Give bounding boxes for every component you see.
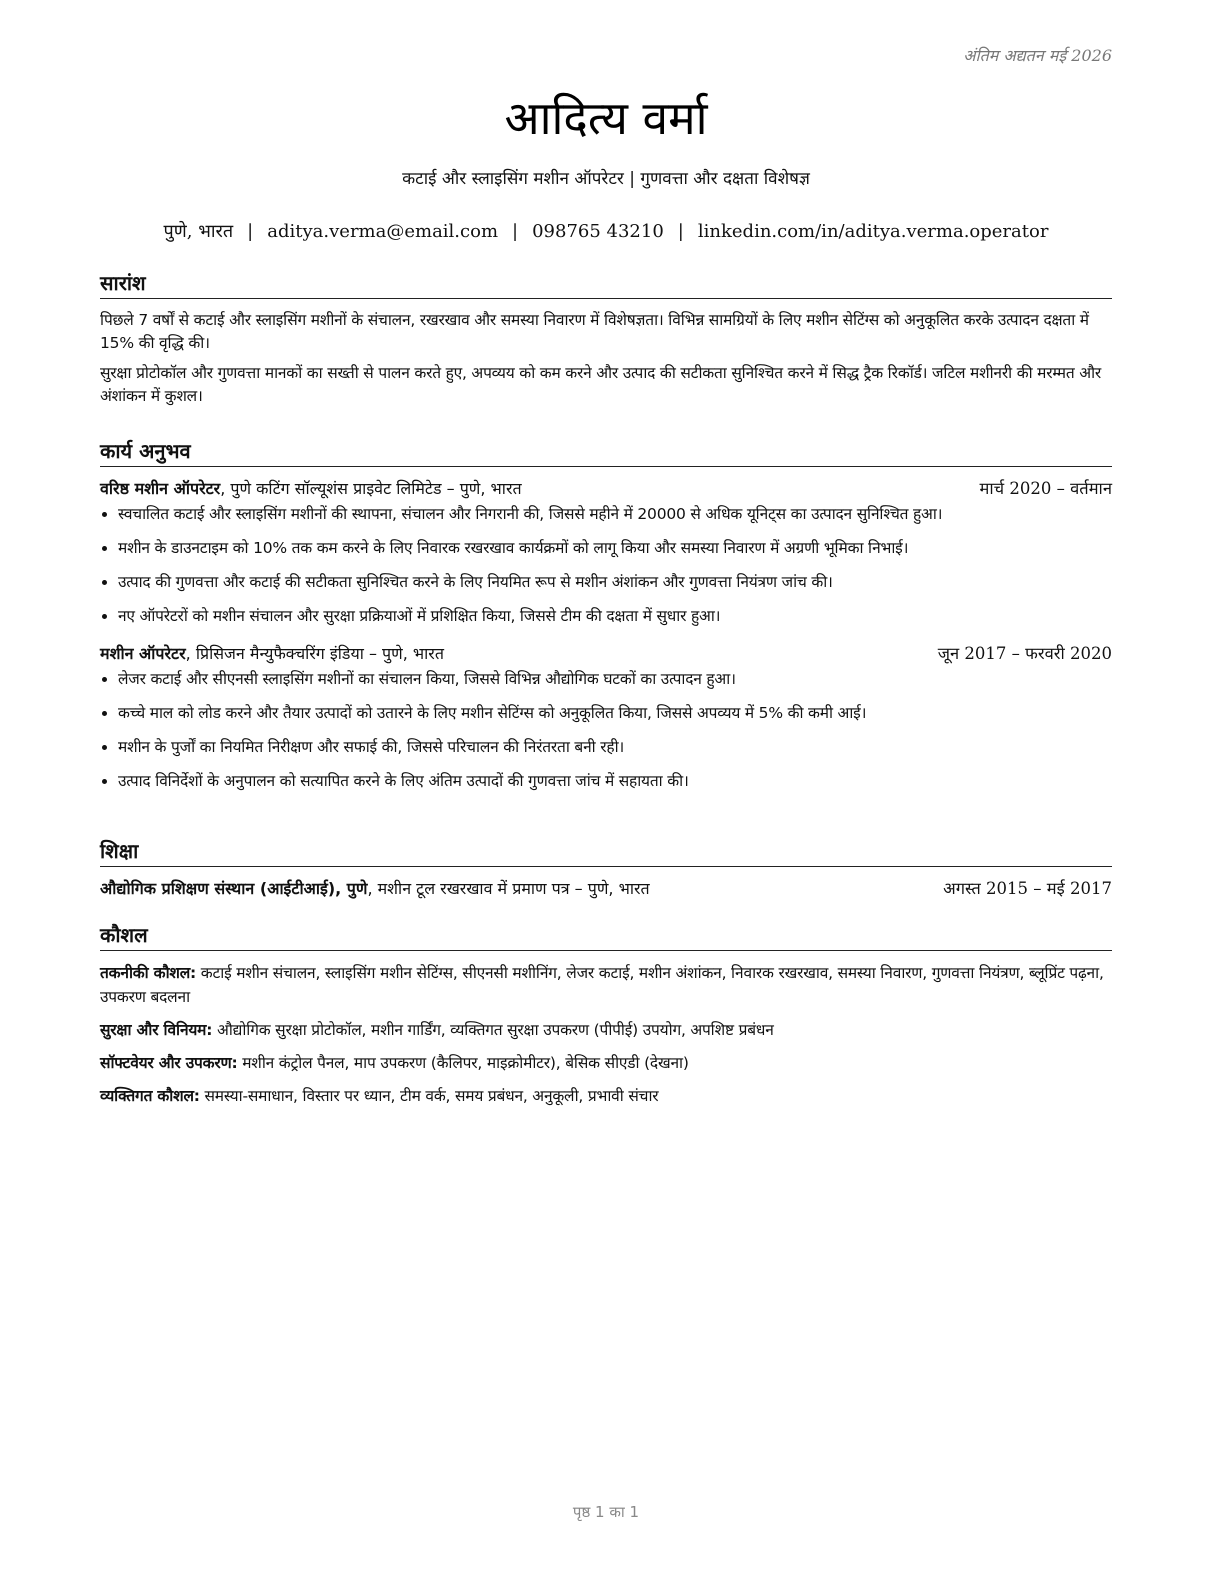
job-role: मशीन ऑपरेटर: [100, 644, 186, 663]
job-entry: [100, 642, 1112, 793]
experience-heading: कार्य अनुभव: [100, 438, 1112, 467]
resume-page: [100, 0, 1112, 1584]
contact-phone: 098765 43210: [532, 221, 664, 242]
job-title-line: [100, 642, 444, 666]
summary-paragraph: सुरक्षा प्रोटोकॉल और गुणवत्ता मानकों का सख्ती से पालन करते हुए, अपव्यय को कम करने और उत्पाद की सटीकता सुनिश्चित करने में सिद्ध ट्रैक रिकॉर्ड। जटिल मशीनरी की मरम्मत और अंशांकन में कुशल।: [100, 364, 1102, 405]
skill-group-value: मशीन कंट्रोल पैनल, माप उपकरण (कैलिपर, माइक्रोमीटर), बेसिक सीएडी (देखना): [237, 1054, 689, 1072]
job-bullet: • उत्पाद की गुणवत्ता और कटाई की सटीकता सुनिश्चित करने के लिए नियमित रूप से मशीन अंशांकन और गुणवत्ता नियंत्रण जांच की।: [118, 571, 1112, 594]
job-bullet: • लेजर कटाई और सीएनसी स्लाइसिंग मशीनों का संचालन किया, जिससे विभिन्न औद्योगिक घटकों का उत्पादन हुआ।: [118, 668, 1112, 691]
contact-line: [100, 219, 1112, 243]
job-bullet: • कच्चे माल को लोड करने और तैयार उत्पादों को उतारने के लिए मशीन सेटिंग्स को अनुकूलित किया, जिससे अपव्यय में 5% की कमी आई।: [118, 702, 1112, 725]
job-title-line: [100, 477, 522, 501]
job-entry: [100, 477, 1112, 628]
contact-separator: |: [247, 221, 254, 242]
contact-linkedin[interactable]: linkedin.com/in/aditya.verma.operator: [697, 221, 1049, 242]
education-line: [100, 877, 650, 901]
summary-section: [100, 270, 1112, 415]
summary-paragraph: पिछले 7 वर्षों से कटाई और स्लाइसिंग मशीनों के संचालन, रखरखाव और समस्या निवारण में विशेषज्ञता। विभिन्न सामग्रियों के लिए मशीन सेटिंग्स को अनुकूलित करके उत्पादन दक्षता में 15% की वृद्धि की।: [100, 311, 1089, 352]
contact-separator: |: [677, 221, 684, 242]
last-updated-note: अंतिम अद्यतन मई 2026: [963, 46, 1112, 65]
skill-group-value: औद्योगिक सुरक्षा प्रोटोकॉल, मशीन गार्डिंग, व्यक्तिगत सुरक्षा उपकरण (पीपीई) उपयोग, अपशिष्ट प्रबंधन: [212, 1021, 774, 1039]
education-entry: [100, 877, 1112, 901]
job-bullet: • नए ऑपरेटरों को मशीन संचालन और सुरक्षा प्रक्रियाओं में प्रशिक्षित किया, जिससे टीम की दक्षता में सुधार हुआ।: [118, 605, 1112, 628]
page-number: पृष्ठ 1 का 1: [572, 1503, 640, 1521]
job-organization: , पुणे कटिंग सॉल्यूशंस प्राइवेट लिमिटेड – पुणे, भारत: [220, 479, 522, 498]
skills-heading: कौशल: [100, 922, 1112, 951]
job-bullet: • मशीन के पुर्जों का नियमित निरीक्षण और सफाई की, जिससे परिचालन की निरंतरता बनी रही।: [118, 736, 1112, 759]
skill-group-label: सुरक्षा और विनियम:: [100, 1021, 213, 1039]
skill-group: [100, 1084, 1112, 1108]
candidate-tagline: कटाई और स्लाइसिंग मशीन ऑपरेटर | गुणवत्ता और दक्षता विशेषज्ञ: [402, 169, 810, 189]
job-bullet: • उत्पाद विनिर्देशों के अनुपालन को सत्यापित करने के लिए अंतिम उत्पादों की गुणवत्ता जांच में सहायता की।: [118, 770, 1112, 793]
education-detail: , मशीन टूल रखरखाव में प्रमाण पत्र – पुणे, भारत: [367, 879, 650, 898]
job-header: [100, 477, 1112, 501]
skill-group: [100, 1018, 1112, 1042]
job-dates: जून 2017 – फरवरी 2020: [937, 644, 1112, 663]
education-dates: अगस्त 2015 – मई 2017: [943, 879, 1112, 898]
skill-group-value: समस्या-समाधान, विस्तार पर ध्यान, टीम वर्क, समय प्रबंधन, अनुकूली, प्रभावी संचार: [199, 1087, 659, 1105]
skill-group-value: कटाई मशीन संचालन, स्लाइसिंग मशीन सेटिंग्स, सीएनसी मशीनिंग, लेजर कटाई, मशीन अंशांकन, निवारक रखरखाव, समस्या निवारण, गुणवत्ता नियंत्रण, ब्लूप्रिंट पढ़ना, उपकरण बदलना: [100, 964, 1104, 1006]
job-bullet: • स्वचालित कटाई और स्लाइसिंग मशीनों की स्थापना, संचालन और निगरानी की, जिससे महीने में 20000 से अधिक यूनिट्स का उत्पादन सुनिश्चित हुआ।: [118, 503, 1112, 526]
skill-group: [100, 961, 1112, 1009]
job-organization: , प्रिसिजन मैन्युफैक्चरिंग इंडिया – पुणे, भारत: [185, 644, 444, 663]
skill-group-label: तकनीकी कौशल:: [100, 964, 197, 982]
skills-section: [100, 922, 1112, 1117]
contact-email[interactable]: aditya.verma@email.com: [267, 221, 499, 242]
contact-location: पुणे, भारत: [163, 221, 234, 242]
skill-group: [100, 1051, 1112, 1075]
summary-heading: सारांश: [100, 270, 1112, 299]
job-bullet-list: [100, 668, 1112, 793]
experience-section: [100, 438, 1112, 804]
job-dates: मार्च 2020 – वर्तमान: [979, 479, 1112, 498]
job-header: [100, 642, 1112, 666]
skill-group-label: सॉफ्टवेयर और उपकरण:: [100, 1054, 238, 1072]
education-section: [100, 838, 1112, 901]
job-bullet-list: [100, 503, 1112, 628]
job-bullet: • मशीन के डाउनटाइम को 10% तक कम करने के लिए निवारक रखरखाव कार्यक्रमों को लागू किया और समस्या निवारण में अग्रणी भूमिका निभाई।: [118, 537, 1112, 560]
education-heading: शिक्षा: [100, 838, 1112, 867]
skill-group-label: व्यक्तिगत कौशल:: [100, 1087, 200, 1105]
contact-separator: |: [512, 221, 519, 242]
education-institution: औद्योगिक प्रशिक्षण संस्थान (आईटीआई), पुणे: [100, 879, 368, 898]
candidate-name: आदित्य वर्मा: [504, 91, 708, 145]
job-role: वरिष्ठ मशीन ऑपरेटर: [100, 479, 221, 498]
